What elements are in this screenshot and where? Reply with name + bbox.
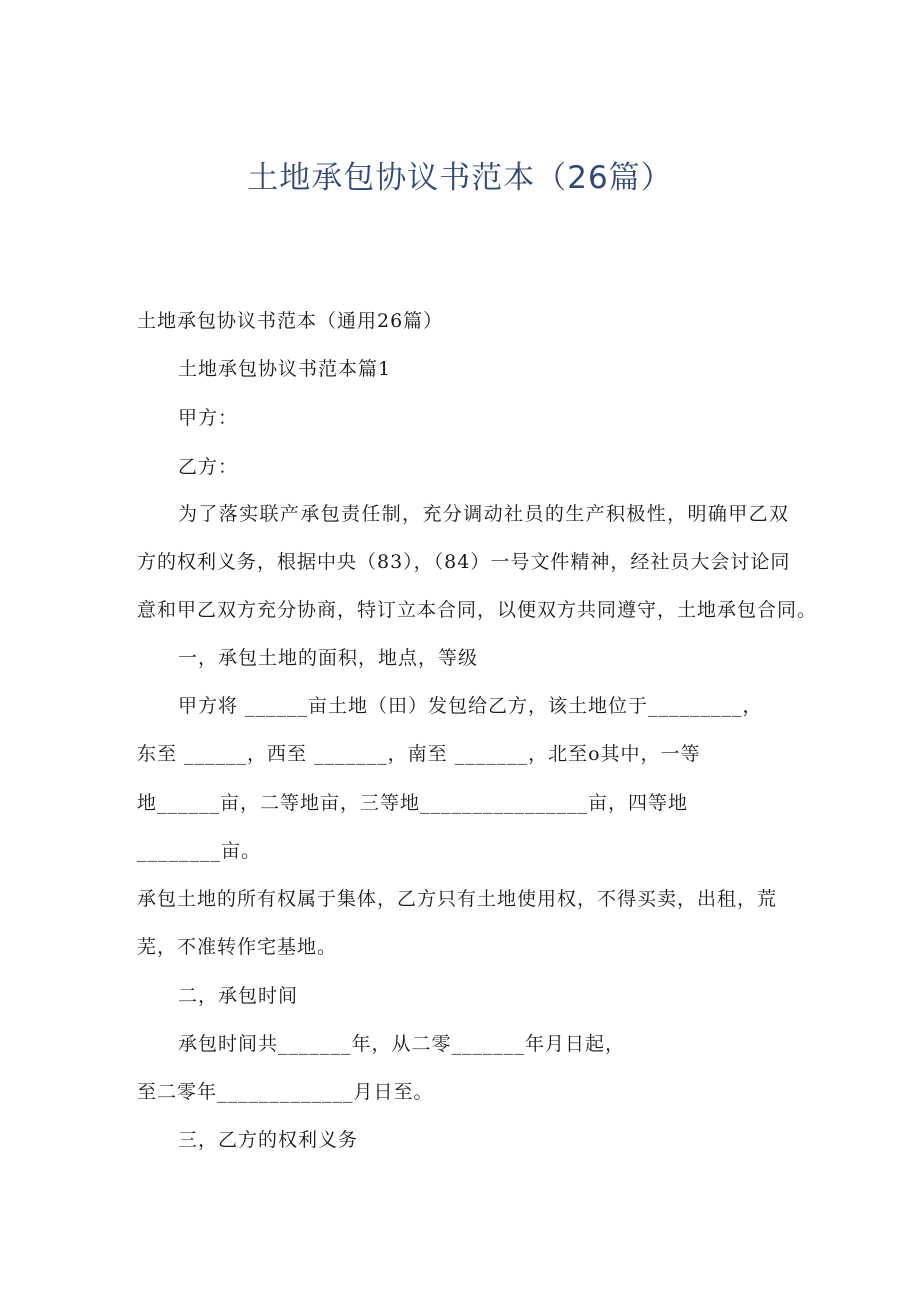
document-subtitle: 土地承包协议书范本（通用26篇）: [137, 310, 444, 332]
clause-1-heading: 一，承包土地的面积，地点，等级: [178, 647, 479, 669]
clause-3-heading: 三，乙方的权利义务: [178, 1129, 359, 1151]
clause-1-line: 甲方将 ______亩土地（田）发包给乙方，该土地位于_________，: [178, 695, 763, 717]
party-b-label: 乙方：: [178, 456, 239, 478]
clause-2-line: 至二零年_____________月日至。: [137, 1081, 434, 1103]
ownership-line: 芜，不准转作宅基地。: [137, 936, 338, 958]
clause-2-line: 承包时间共_______年，从二零_______年月日起，: [178, 1033, 626, 1055]
clause-1-line: 地______亩，二等地亩，三等地________________亩，四等地: [137, 792, 689, 814]
clause-2-heading: 二，承包时间: [178, 985, 299, 1007]
ownership-line: 承包土地的所有权属于集体，乙方只有土地使用权，不得买卖，出租，荒: [137, 888, 778, 910]
intro-line: 为了落实联产承包责任制，充分调动社员的生产积极性，明确甲乙双: [178, 503, 789, 525]
party-a-label: 甲方：: [178, 407, 239, 429]
clause-1-line: 东至 ______，西至 _______，南至 _______，北至o其中，一等: [137, 743, 701, 765]
intro-line: 意和甲乙双方充分协商，特订立本合同，以便双方共同遵守，土地承包合同。: [137, 599, 818, 621]
intro-line: 方的权利义务，根据中央（83），（84）一号文件精神，经社员大会讨论同: [137, 551, 791, 573]
document-title: 土地承包协议书范本（26篇）: [247, 160, 673, 196]
clause-1-line: ________亩。: [137, 840, 262, 862]
section-heading: 土地承包协议书范本篇1: [178, 358, 392, 380]
